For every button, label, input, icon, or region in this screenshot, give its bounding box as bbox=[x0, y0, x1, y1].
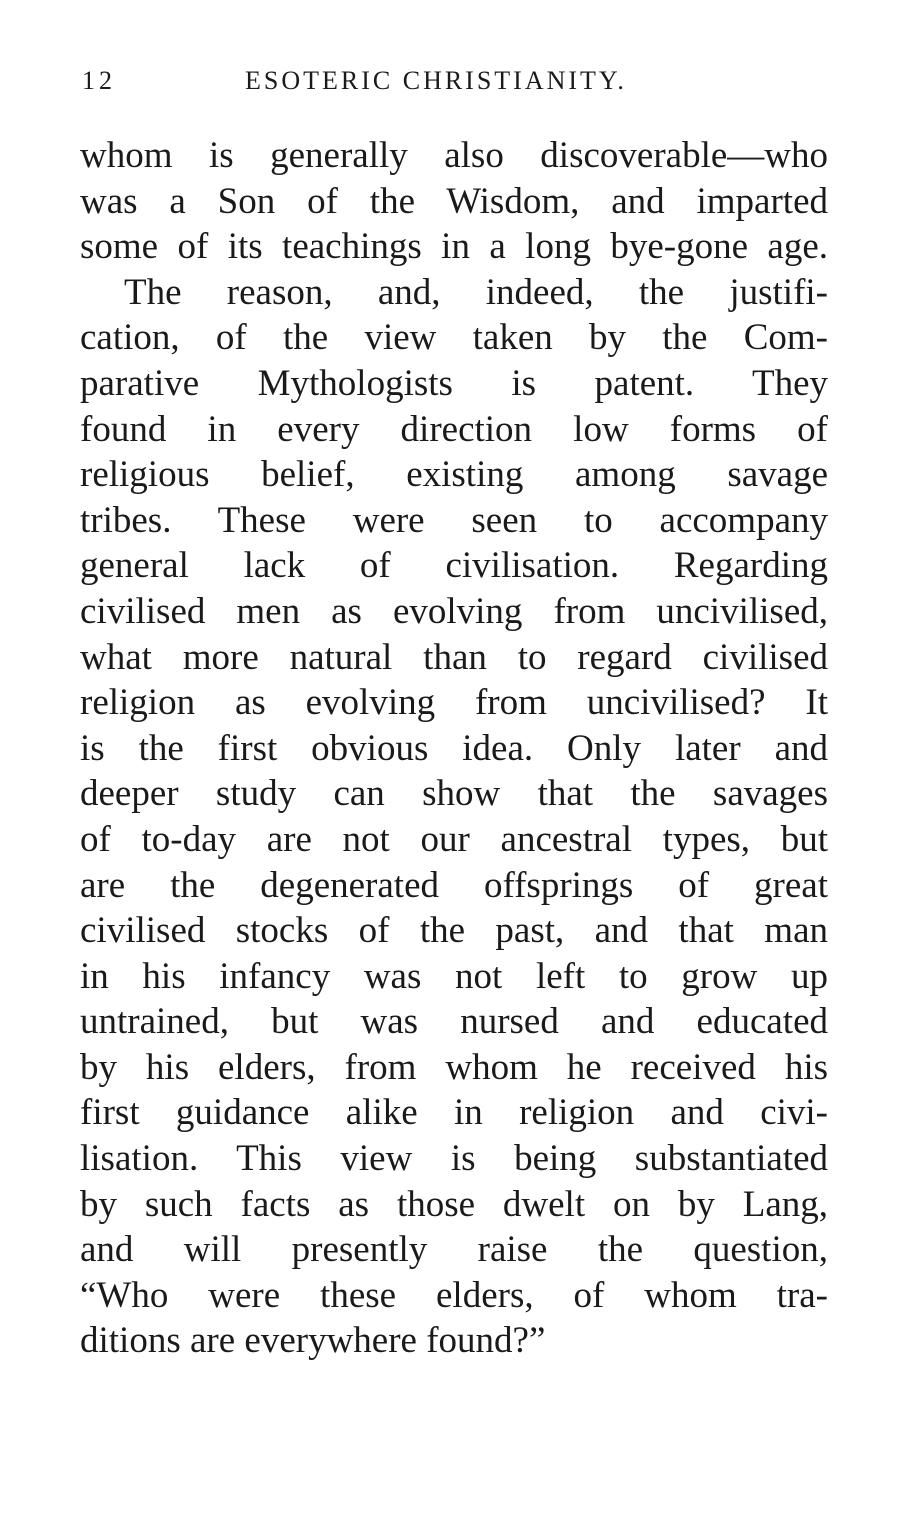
text-line: “Who were these elders, of whom tra- bbox=[80, 1274, 828, 1316]
text-line: lisation. This view is being substantiated bbox=[80, 1138, 828, 1180]
text-line: in his infancy was not left to grow up bbox=[80, 955, 828, 997]
paragraph-last-line: ditions are everywhere found?” bbox=[80, 1320, 546, 1362]
text-line: by such facts as those dwelt on by Lang, bbox=[80, 1183, 828, 1225]
text-line: cation, of the view taken by the Com- bbox=[80, 317, 828, 359]
text-line: found in every direction low forms of bbox=[80, 408, 828, 450]
text-line: untrained, but was nursed and educated bbox=[80, 1001, 828, 1043]
text-line: of to-day are not our ancestral types, but bbox=[80, 818, 828, 860]
text-line: what more natural than to regard civilised bbox=[80, 636, 828, 678]
text-line: was a Son of the Wisdom, and imparted bbox=[80, 180, 828, 222]
running-head bbox=[82, 66, 842, 106]
text-line: parative Mythologists is patent. They bbox=[80, 362, 828, 404]
text-line: by his elders, from whom he received his bbox=[80, 1046, 828, 1088]
page-number: 12 bbox=[82, 66, 116, 95]
text-line: tribes. These were seen to accompany bbox=[80, 499, 828, 541]
text-line: religious belief, existing among savage bbox=[80, 454, 828, 496]
text-line: and will presently raise the question, bbox=[80, 1229, 828, 1271]
text-line: some of its teachings in a long bye-gone age. bbox=[80, 226, 828, 268]
text-line: general lack of civilisation. Regarding bbox=[80, 545, 828, 587]
text-line: civilised men as evolving from uncivilised, bbox=[80, 590, 828, 632]
text-line: civilised stocks of the past, and that man bbox=[80, 910, 828, 952]
text-line: whom is generally also discoverable—who bbox=[80, 135, 828, 176]
text-line: first guidance alike in religion and civi- bbox=[80, 1092, 828, 1134]
text-line: are the degenerated offsprings of great bbox=[80, 864, 828, 906]
text-line: is the first obvious idea. Only later and bbox=[80, 727, 828, 769]
text-line: religion as evolving from uncivilised? It bbox=[80, 682, 828, 724]
paragraph-first-line: The reason, and, indeed, the justifi- bbox=[124, 271, 828, 313]
running-title: ESOTERIC CHRISTIANITY. bbox=[245, 66, 627, 95]
text-line: deeper study can show that the savages bbox=[80, 773, 828, 815]
body-text bbox=[80, 133, 828, 1364]
